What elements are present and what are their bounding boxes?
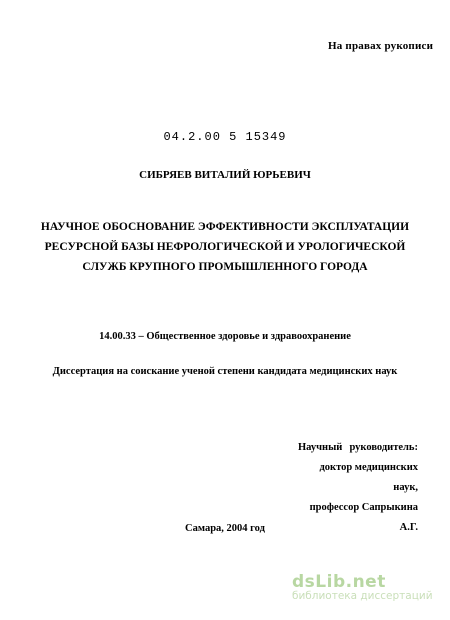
author-name: СИБРЯЕВ ВИТАЛИЙ ЮРЬЕВИЧ bbox=[139, 169, 311, 181]
watermark-brand: dsLib.net bbox=[292, 572, 386, 592]
title-line: СЛУЖБ КРУПНОГО ПРОМЫШЛЕННОГО ГОРОДА bbox=[82, 261, 368, 273]
dissertation-title bbox=[0, 217, 450, 277]
title-line: РЕСУРСНОЙ БАЗЫ НЕФРОЛОГИЧЕСКОЙ И УРОЛОГИЧЕСКОЙ bbox=[44, 241, 406, 253]
specialty-code: 14.00.33 – Общественное здоровье и здравоохранение bbox=[99, 331, 351, 342]
archive-stamp: 04.2.00 5 15349 bbox=[163, 130, 287, 144]
site-watermark bbox=[292, 572, 442, 602]
advisor-heading bbox=[298, 438, 418, 458]
advisor-name: профессор Сапрыкина А.Г. bbox=[309, 502, 418, 533]
city-year: Самара, 2004 год bbox=[185, 523, 265, 534]
rights-note: На правах рукописи bbox=[328, 40, 434, 52]
degree-statement: Диссертация на соискание ученой степени кандидата медицинских наук bbox=[52, 366, 398, 377]
watermark-subtitle: библиотека диссертаций bbox=[292, 590, 433, 602]
title-line: НАУЧНОЕ ОБОСНОВАНИЕ ЭФФЕКТИВНОСТИ ЭКСПЛУАТАЦИИ bbox=[40, 221, 410, 233]
advisor-label-left: Научный bbox=[298, 442, 343, 453]
advisor-degree: доктор медицинских наук, bbox=[319, 462, 418, 493]
advisor-label-right: руководитель: bbox=[349, 442, 418, 453]
